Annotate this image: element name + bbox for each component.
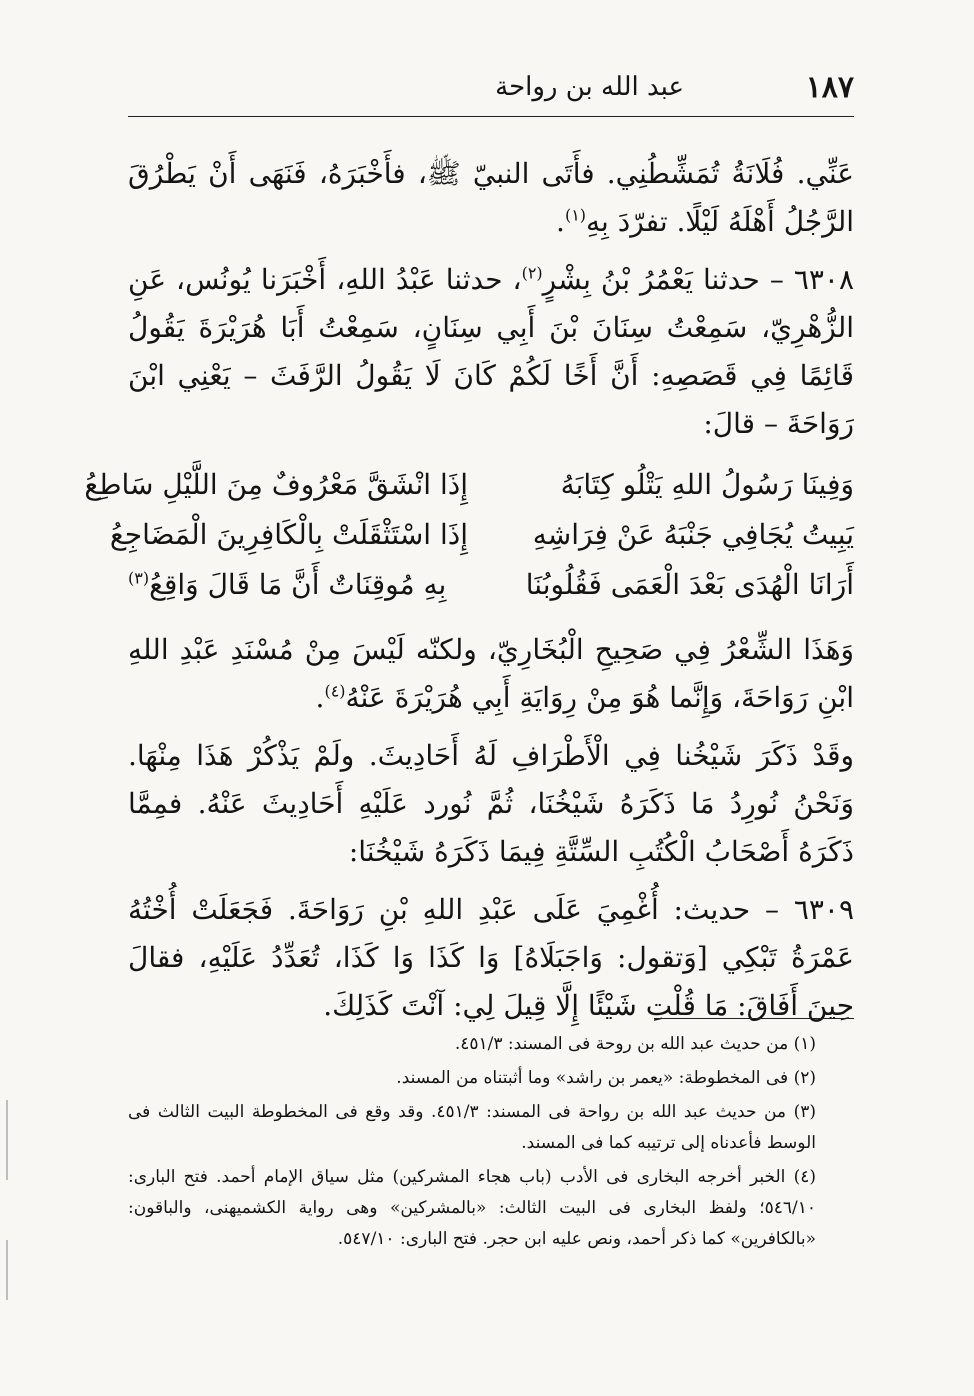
- header-title: عبد الله بن رواحة: [495, 72, 684, 102]
- verse-3-first-half: أَرَانَا الْهُدَى بَعْدَ الْعَمَى فَقُلُوبُنَا: [525, 568, 854, 601]
- paragraph-1-text: عَنِّي. فُلَانَةُ تُمَشِّطُنِي. فأَتَى النبيّ ﷺ، فأَخْبَرَهُ، فَنَهَى أَنْ يَطْرُقَ الرَّجُلُ أَهْلَهُ لَيْلًا. تفرّدَ بِهِ: [128, 157, 854, 238]
- poem-verse-3: [128, 560, 854, 610]
- running-header: [128, 66, 854, 117]
- verse-3-second-text: بِهِ مُوقِنَاتٌ أَنَّ مَا قَالَ وَاقِعُ: [149, 568, 447, 601]
- footnote-ref-1: (١): [564, 205, 587, 225]
- footnote-ref-2: (٢): [521, 263, 543, 283]
- footnotes-section: [128, 1018, 854, 1258]
- footnote-4: (٤) الخبر أخرجه البخارى فى الأدب (باب هجاء المشركين) مثل سياق الإمام أحمد. فتح البارى: ٥٤٦/١٠؛ ولفظ البخارى فى البيت الثالث: «بالمشركين» وهى رواية الكشميهنى، والباقون: «بالكافرين» كما ذكر أحمد، ونص عليه ابن حجر. فتح البارى: ٥٤٧/١٠.: [128, 1167, 816, 1249]
- verse-2-first-half: يَبِيتُ يُجَافِي جَنْبَهُ عَنْ فِرَاشِهِ: [532, 518, 854, 551]
- hadith-6308-start: ٦٣٠٨ – حدثنا يَعْمُرُ بْنُ بِشْرٍ: [542, 263, 854, 296]
- bukhari-note-text: وَهَذَا الشِّعْرُ فِي صَحِيحِ الْبُخَارِيّ، ولكنّه لَيْسَ مِنْ مُسْنَدِ عَبْدِ اللهِ ابْنِ رَوَاحَةَ، وَإِنَّما هُوَ مِنْ رِوَايَةِ أَبِي هُرَيْرَةَ عَنْهُ: [128, 633, 854, 714]
- footnote-3: (٣) من حديث عبد الله بن رواحة فى المسند: ٤٥١/٣. وقد وقع فى المخطوطة البيت الثالث فى الوسط فأعدناه إلى ترتيبه كما فى المسند.: [128, 1102, 816, 1153]
- verse-2-second-half: إِذَا اسْتَثْقَلَتْ بِالْكَافِرِينَ الْمَضَاجِعُ: [109, 518, 468, 551]
- main-text: [84, 150, 854, 1040]
- scan-edge-mark: [6, 1240, 8, 1300]
- paragraph-hadith-6309: ٦٣٠٩ – حديث: أُغْمِيَ عَلَى عَبْدِ اللهِ بْنِ رَوَاحَةَ. فَجَعَلَتْ أُخْتُهُ عَمْرَةُ تَبْكِي [وَتقول: وَاجَبَلَاهُ] وَا كَذَا وَا كَذَا، تُعَدِّدُ عَلَيْهِ، فقالَ حِينَ أَفَاقَ: مَا قُلْتِ شَيْئًا إِلَّا قِيلَ لِي: آنْتَ كَذَلِكَ.: [128, 893, 854, 1022]
- page-number: ١٨٧: [805, 70, 854, 105]
- footnote-divider: [654, 1018, 854, 1019]
- scan-edge-mark: [6, 1100, 8, 1180]
- footnote-2: (٢) فى المخطوطة: «يعمر بن راشد» وما أثبتناه من المسند.: [396, 1068, 816, 1088]
- poem-verse-1: [84, 460, 854, 510]
- footnote-1: (١) من حديث عبد الله بن روحة فى المسند: ٤٥١/٣.: [454, 1034, 816, 1054]
- paragraph-bukhari-note: وَهَذَا الشِّعْرُ فِي صَحِيحِ الْبُخَارِيّ، ولكنّه لَيْسَ مِنْ مُسْنَدِ عَبْدِ اللهِ ابْنِ رَوَاحَةَ، وَإِنَّما هُوَ مِنْ رِوَايَةِ أَبِي هُرَيْرَةَ عَنْهُ$^{(٤)}$.: [128, 633, 854, 714]
- footnote-ref-4: (٤): [324, 681, 346, 701]
- hadith-6308-rest: ، حدثنا عَبْدُ اللهِ، أَخْبَرَنا يُونُس، عَنِ الزُّهْرِيّ، سَمِعْتُ سِنَانَ بْنَ أَبِي سِنَانٍ، سَمِعْتُ أَبَا هُرَيْرَةَ يَقُولُ قَائِمًا فِي قَصَصِهِ: أَنَّ أَخًا لَكُمْ كَانَ لَا يَقُولُ الرَّفَثَ – يَعْنِي ابْنَ رَوَاحَةَ – قالَ:: [128, 263, 854, 440]
- paragraph-1: عَنِّي. فُلَانَةُ تُمَشِّطُنِي. فأَتَى النبيّ ﷺ، فأَخْبَرَهُ، فَنَهَى أَنْ يَطْرُقَ الرَّجُلُ أَهْلَهُ لَيْلًا. تفرّدَ بِهِ$^{(١)}$.: [128, 157, 854, 238]
- footnote-ref-3: (٣): [128, 568, 150, 588]
- poem-verse-2: [109, 510, 854, 560]
- verse-1-first-half: وَفِينَا رَسُولُ اللهِ يَتْلُو كِتَابَهُ: [560, 468, 854, 501]
- poem: [84, 460, 854, 610]
- paragraph-hadith-6308: [128, 256, 854, 448]
- verse-1-second-half: إِذَا انْشَقَّ مَعْرُوفٌ مِنَ اللَّيْلِ سَاطِعُ: [84, 468, 468, 501]
- paragraph-atraf: وقَدْ ذَكَرَ شَيْخُنا فِي الْأَطْرَافِ لَهُ أَحَادِيثَ. ولَمْ يَذْكُرْ هَذَا مِنْهَا. وَنَحْنُ نُورِدُ مَا ذَكَرَهُ شَيْخُنَا، ثُمَّ نُورد عَلَيْهِ أَحَادِيثَ عَنْهُ. فمِمَّا ذَكَرَهُ أَصْحَابُ الْكُتُبِ السِّتَّةِ فِيمَا ذَكَرَهُ شَيْخُنَا:: [128, 739, 854, 868]
- verse-3-second-half: [128, 560, 468, 610]
